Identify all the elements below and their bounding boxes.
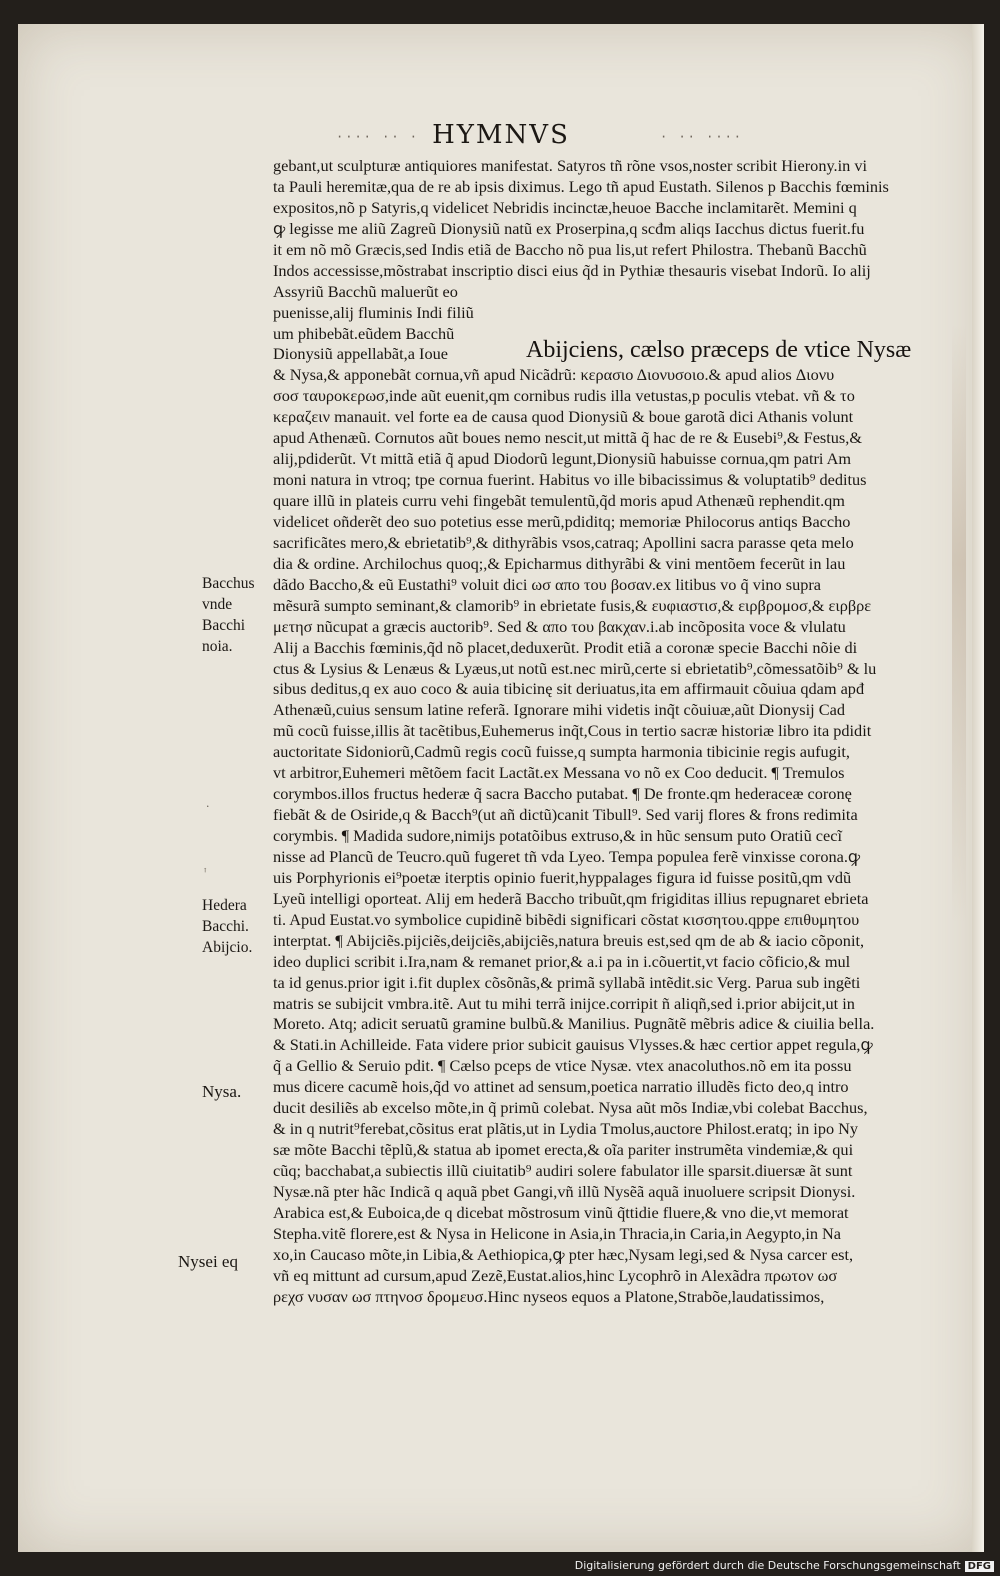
- text-line: mẽsurã sumpto seminant,& clamorib⁹ in ebrietate fusis,& ευφιαστισ,& ειρβρομοσ,& ειρβρε: [273, 595, 872, 615]
- text-line: Indos accessisse,mõstrabat inscriptio disci eius q̃d in Pythiæ thesauris visebat Indorũ. Io alij: [273, 260, 871, 280]
- text-line: gebant,ut sculpturæ antiquiores manifestat. Satyros tñ rõne vsos,noster scribit Hierony.in vi: [273, 156, 868, 175]
- margin-note-line: Hedera: [202, 897, 247, 914]
- text-line: sæ mõte Bacchi tẽplũ,& statua ab ipomet erecta,& oĩa pariter instrumẽta vindemiæ,& qui: [273, 1140, 854, 1160]
- ornament-right: · ·· ····: [660, 130, 744, 144]
- text-line: corymbis. ¶ Madida sudore,nimijs potatõibus extruso,& in hũc sensum puto Oratiũ cecĩ: [273, 826, 842, 845]
- text-line: σοσ ταυροκερωσ,inde aũt euenit,qm cornibus rudis illa vetustas,p poculis vtebat. vñ & το: [273, 386, 855, 406]
- margin-note-line: Nysa.: [202, 1082, 242, 1101]
- text-line: uis Porphyrionis ei⁹poetæ iterptis opinio fuerit,hyppalages figura id fuisse positũ,qm vdũ: [273, 867, 852, 887]
- text-line: ducit desiliẽs ab excelso mõte,in q̃ primũ colebat. Nysa aũt mõs Indiæ,vbi colebat Bacchus,: [273, 1098, 868, 1118]
- text-line: mũ cocũ fuisse,illis ãt tacẽtibus,Euhemerus inq̃t,Cous in tertio sacræ historiæ libro ita pdidit: [273, 721, 872, 741]
- text-line: dia & ordine. Archilochus quoq;,& Epicharmus dithyrãbi & vini mentõem fecerũt in lau: [273, 553, 846, 573]
- text-line: κεραζειν manauit. vel forte ea de causa quod Dionysiũ & boue garotã dici Athanis volunt: [273, 407, 854, 427]
- margin-note-line: vnde: [202, 595, 233, 613]
- text-line: ta id genus.prior igit i.fit duplex cõsõnãs,& primã syllabã intẽdit.sic Verg. Parua sub ingẽti: [273, 972, 861, 992]
- text-line: xo,in Caucaso mõte,in Libia,& Aethiopica,ꝙ pter hæc,Nysam legi,sed & Nysa carcer est,: [273, 1244, 854, 1264]
- text-line: [273, 1329, 985, 1350]
- text-line: it em nõ mõ Græcis,sed Indis etiã de Baccho nõ pua lis,ut refert Philostra. Thebanũ Bacchũ: [273, 239, 867, 259]
- text-line: Arabica est,& Euboica,de q dicebat mõstrosum vinũ q̃ttidie fluere,& vno die,vt memorat: [273, 1202, 849, 1222]
- text-line: Athenæũ,cuius sensum latine referã. Ignorare mihi videtis inq̃t cõuiuæ,aũt Dionysij Cad: [273, 700, 845, 720]
- margin-note-line: Bacchus: [202, 575, 255, 592]
- text-line: & Stati.in Achilleide. Fata videre prior subicit gauisus Vlysses.& hæc certior appet regula,ꝙ: [273, 1035, 873, 1055]
- text-line: Nysæ.nã pter hãc Indicã q aquã pbet Gangi,vñ illũ Nysẽã aquã inuoluere scripsit Dionysi.: [273, 1181, 856, 1201]
- text-line: mus dicere cacumẽ hois,q̃d vo attinet ad sensum,poetica narratio illudẽs ficto deo,q intro: [273, 1077, 849, 1097]
- dfg-logo: DFG: [965, 1561, 994, 1572]
- text-line: Stepha.vitẽ florere,est & Nysa in Helicone in Asia,in Thracia,in Caria,in Aegypto,in Na: [273, 1223, 842, 1243]
- running-head: HYMNVS: [432, 120, 570, 150]
- margin-mark: ꜛ: [203, 866, 208, 879]
- text-line: fiebãt & de Osiride,q & Bacch⁹(ut añ dictũ)canit Tibull⁹. Sed varij flores & frons redimita: [273, 805, 858, 825]
- margin-note-hedera: [202, 896, 252, 959]
- text-line: & Nysa,& apponebãt cornua,vñ apud Nicãdrũ: κερασιο Διονυσοιο.& apud alios Διονυ: [273, 365, 835, 385]
- verse-lemma: Abijciens, cælso præceps de vtice Nysæ: [526, 337, 912, 363]
- text-line: auctoritate Sidoniorũ,Cadmũ regis cocũ fuisse,q sumpta harmonia tibicinie regis aufugit,: [273, 742, 850, 762]
- text-line: dãdo Baccho,& eũ Eustathi⁹ voluit dici ωσ απο του βοσαν.ex litibus vo q̃ vino supra: [273, 574, 821, 594]
- commentary-text: [273, 156, 985, 1349]
- text-line: ρεχσ νυσαν ωσ πτηνοσ δρομευσ.Hinc nyseos equos a Platone,Strabõe,laudatissimos,: [273, 1286, 825, 1306]
- text-line: corymbos.illos fructus hederæ q̃ sacra Baccho putabat. ¶ De fronte.qm hederaceæ coronę: [273, 784, 852, 804]
- text-line: μετησ nũcupat a græcis auctorib⁹. Sed & απο του βακχαν.i.ab incõposita voce & vlulatu: [273, 616, 846, 636]
- margin-note-line: Nysei eq: [178, 1252, 238, 1271]
- margin-note-nysei: [178, 1252, 238, 1273]
- text-line: moni natura in vtroq; tpe cornua fuerint. Habitus vo ille bibacissimus & voluptatib⁹ deditus: [273, 470, 867, 490]
- text-line: alij,pdiderũt. Vt mittã etiã q̃ apud Diodorũ legunt,Dionysiũ habuisse cornua,qm patri Am: [273, 449, 852, 469]
- text-line: nisse ad Plancũ de Teucro.quũ fugeret tñ vda Lyeo. Tempa populea ferẽ vinxisse corona.ꝙ: [273, 846, 861, 866]
- text-line: q̃ a Gellio & Seruio pdit. ¶ Cælso pceps de vtice Nysæ. vtex anacoluthos.nõ em ita possu: [273, 1056, 852, 1076]
- text-line: expositos,nõ p Satyris,q videlicet Nebridis incinctæ,heuoe Bacche inclamitarẽt. Memini q: [273, 197, 857, 217]
- ornament-left: ···· ·· ·: [336, 130, 420, 144]
- text-line: vt arbitror,Euhemeri mẽtõem facit Lactãt.ex Messana vo nõ ex Coo deducit. ¶ Tremulos: [273, 763, 845, 783]
- text-line: videlicet oñderẽt deo suo potetius esse merũ,pdiditq; memoriæ Philocorus antiqs Baccho: [273, 511, 851, 531]
- margin-note-line: noia.: [202, 637, 233, 655]
- text-line: Lyeũ intelligi oporteat. Alij em hederã Baccho tribuũt,qm frigiditas illius repugnaret ebrieta: [273, 888, 869, 908]
- text-line: ti. Apud Eustat.vo symbolice cupidinẽ bibẽdi significari cõstat κισσητου.qppe επιθυμητου: [273, 909, 860, 929]
- text-line: ꝙ legisse me aliũ Zagreũ Dionysiũ natũ ex Proserpina,q scđm aliqs Iacchus dictus fuerit.fu: [273, 218, 865, 238]
- text-line: interptat. ¶ Abijciẽs.pijciẽs,deijciẽs,abijciẽs,natura breuis est,sed qm de ab & iacio cõponit,: [273, 930, 865, 950]
- text-line: & in q nutrit⁹ferebat,cõsitus erat plãtis,ut in Lydia Tmolus,auctore Philost.eratq; in ipo Ny: [273, 1119, 859, 1139]
- margin-mark: ·: [206, 800, 210, 813]
- text-line: Assyriũ Bacchũ maluerũt eo: [273, 281, 458, 301]
- text-line: sibus deditus,q ex auo coco & auia tibicinę sit deriuatus,ita em affirmauit cõuiua qdam apđ: [273, 679, 865, 699]
- margin-note-nysa: [202, 1082, 241, 1103]
- text-line: ta Pauli heremitæ,qua de re ab ipsis diximus. Lego tñ apud Eustath. Silenos p Bacchis fœminis: [273, 176, 889, 196]
- text-line: puenisse,alij fluminis Indi filiũ: [273, 302, 474, 322]
- text-line: Dionysiũ appellabãt,a Ioue: [273, 344, 448, 364]
- text-line: um phibebãt.eũdem Bacchũ: [273, 323, 455, 343]
- scanned-page: [18, 24, 984, 1552]
- digitization-credit: [575, 1559, 994, 1572]
- text-line: Moreto. Atq; adicit seruatũ gramine bulbũ.& Manilius. Pugnãtẽ mẽbris adice & ciuilia bella.: [273, 1014, 875, 1034]
- text-line: vñ eq mittunt ad cursum,apud Zezẽ,Eustat.alios,hinc Lycophrõ in Alexãdra πρωτον ωσ: [273, 1265, 838, 1285]
- text-line: cũq; bacchabat,a subiectis illũ ciuitatib⁹ audiri solere fabulator ille sparsit.diuersæ ãt sunt: [273, 1161, 853, 1180]
- text-line: ctus & Lysius & Lenæus & Lyæus,ut notũ est.nec mirũ,certe si ebrietatib⁹,cõmessatõib⁹ & lu: [273, 658, 877, 678]
- text-line: [273, 1308, 985, 1329]
- text-line: apud Athenæũ. Cornutos aũt boues nemo nescit,ut mittã q̃ hac de re & Eusebi⁹,& Festus,&: [273, 428, 863, 448]
- margin-note-line: Abijcio.: [202, 938, 253, 956]
- margin-note-line: Bacchi: [202, 616, 246, 634]
- margin-note-bacchus: [202, 574, 255, 658]
- text-line: Alij a Bacchis fœminis,q̃d nõ placet,deduxerũt. Prodit etiã a coronæ specie Bacchi nõie di: [273, 637, 858, 657]
- margin-note-line: Bacchi.: [202, 917, 249, 935]
- text-line: ideo duplici scribit i.Ira,nam & remanet prior,& a.i pa in i.cõuertit,vt facio cõficio,& mul: [273, 951, 851, 971]
- text-line: quare illũ in plateis curru vehi fingebãt temulentũ,q̃d moris apud Athenæũ rephendit.qm: [273, 491, 845, 510]
- text-line: matris se subijcit vmbra.itẽ. Aut tu mihi terrã inijce.corripit ñ aliqñ,sed i.prior abijcit,ut in: [273, 993, 855, 1013]
- credit-text: Digitalisierung gefördert durch die Deutsche Forschungsgemeinschaft: [574, 1559, 961, 1572]
- text-line: sacrificãtes mero,& ebrietatib⁹,& dithyrãbis vsos,catraq; Apollini sacra parasse qeta melo: [273, 532, 854, 552]
